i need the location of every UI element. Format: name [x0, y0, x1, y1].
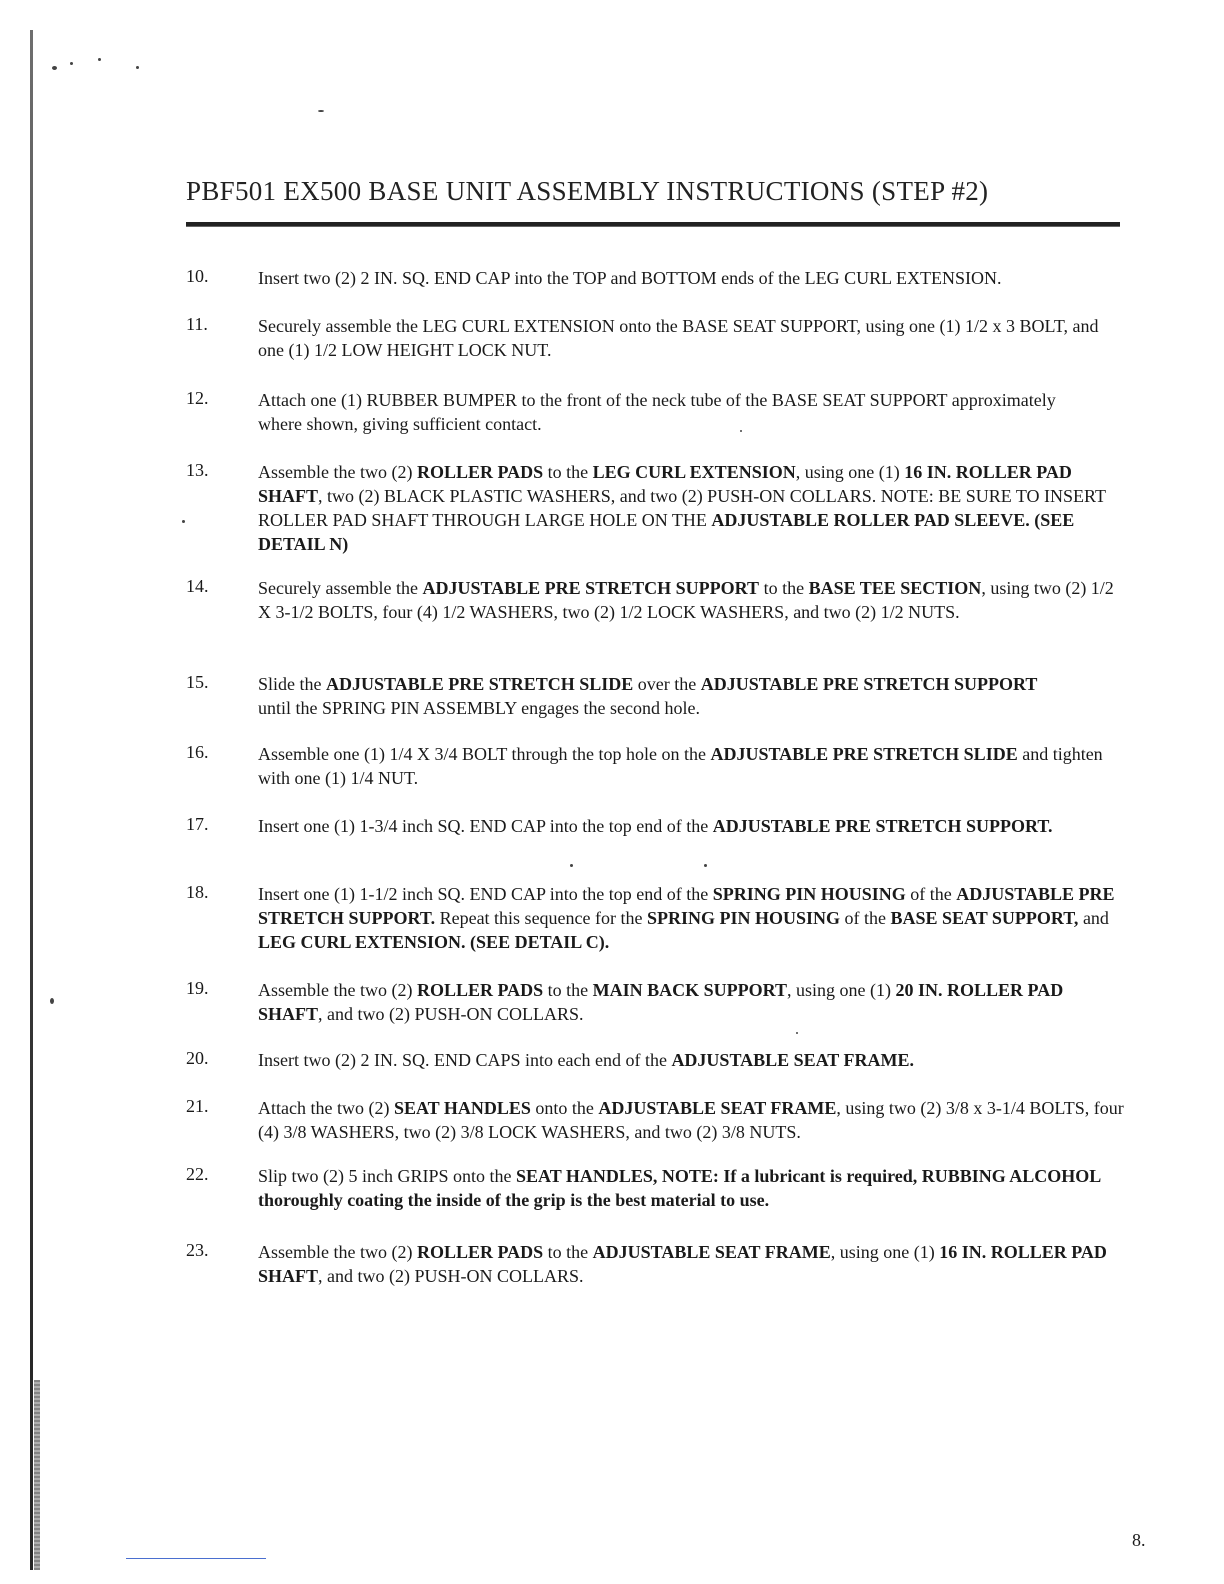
step-text-part: Attach the two (2)	[258, 1098, 394, 1118]
step-text-part: Repeat this sequence for the	[435, 908, 647, 928]
step-text-bold-part: ADJUSTABLE PRE STRETCH SUPPORT.	[712, 816, 1053, 836]
step-number: 10.	[186, 266, 209, 286]
step-text	[258, 576, 1128, 624]
step-number: 18.	[186, 882, 209, 902]
step-text-part: and tighten with one (1) 1/4 NUT.	[258, 744, 1103, 788]
step-number: 19.	[186, 978, 209, 998]
step-text	[258, 1240, 1128, 1288]
step-text-part: and	[1078, 908, 1109, 928]
step-text-part: to the	[543, 1242, 593, 1262]
step-number: 14.	[186, 576, 209, 596]
step-text-part: Assemble the two (2)	[258, 1242, 417, 1262]
step-text	[258, 882, 1128, 954]
scan-edge-noise	[34, 1380, 40, 1570]
scan-speck	[796, 1032, 798, 1034]
step-text	[258, 460, 1128, 556]
step-text-part: Securely assemble the LEG CURL EXTENSION onto the BASE SEAT SUPPORT, using one (1) 1/2 x 3 BOLT, and one (1) 1/2 LOW HEIGHT LOCK NUT.	[258, 316, 1099, 360]
step-text-bold-part: ADJUSTABLE PRE STRETCH SLIDE	[710, 744, 1018, 764]
scan-speck	[52, 66, 57, 70]
step-text-bold-part: ADJUSTABLE PRE STRETCH SUPPORT	[700, 674, 1038, 694]
step-text-part: Insert two (2) 2 IN. SQ. END CAPS into each end of the	[258, 1050, 672, 1070]
step-text-part: Securely assemble the	[258, 578, 423, 598]
step-text-bold-part: BASE SEAT SUPPORT,	[890, 908, 1079, 928]
step-number: 22.	[186, 1164, 209, 1184]
step-text-part: , using two (2) 1/2 X 3-1/2 BOLTS, four (4) 1/2 WASHERS, two (2) 1/2 LOCK WASHERS, and two (2) 1/2 NUTS.	[258, 578, 1114, 622]
step-text-bold-part: SPRING PIN HOUSING	[712, 884, 906, 904]
step-text-bold-part: 20 IN. ROLLER PAD SHAFT	[258, 980, 1064, 1024]
step-text-part: of the	[840, 908, 891, 928]
step-text	[258, 314, 1128, 362]
step-text-bold-part: MAIN BACK SUPPORT	[592, 980, 788, 1000]
step-number: 13.	[186, 460, 209, 480]
step-number: 15.	[186, 672, 209, 692]
step-text	[258, 814, 1068, 838]
step-text	[258, 742, 1128, 790]
step-number: 12.	[186, 388, 209, 408]
step-text	[258, 388, 1068, 436]
step-text-bold-part: ADJUSTABLE SEAT FRAME	[598, 1098, 837, 1118]
scan-speck	[136, 66, 139, 69]
step-text-bold-part: ADJUSTABLE SEAT FRAME	[592, 1242, 831, 1262]
step-text-bold-part: SEAT HANDLES	[393, 1098, 531, 1118]
step-text-bold-part: BASE TEE SECTION	[808, 578, 982, 598]
step-text-part: to the	[543, 980, 593, 1000]
scan-speck	[570, 864, 573, 867]
step-text-part: Insert two (2) 2 IN. SQ. END CAP into the TOP and BOTTOM ends of the LEG CURL EXTENSION.	[258, 268, 1002, 288]
step-text-part: , using two (2) 3/8 x 3-1/4 BOLTS, four (4) 3/8 WASHERS, two (2) 3/8 LOCK WASHERS, and two (2) 3/8 NUTS.	[258, 1098, 1124, 1142]
step-number: 20.	[186, 1048, 209, 1068]
step-text-part: to the	[543, 462, 593, 482]
step-text-bold-part: ADJUSTABLE SEAT FRAME.	[671, 1050, 914, 1070]
step-text-part: Attach one (1) RUBBER BUMPER to the front of the neck tube of the BASE SEAT SUPPORT approximately where shown, giving sufficient contact.	[258, 390, 1056, 434]
step-text	[258, 266, 1138, 290]
step-number: 17.	[186, 814, 209, 834]
step-text-part: , two (2) BLACK PLASTIC WASHERS, and two (2) PUSH-ON COLLARS. NOTE: BE SURE TO INSERT ROLLER PAD SHAFT THROUGH LARGE HOLE ON THE	[258, 486, 1106, 530]
step-text	[258, 1096, 1128, 1144]
step-text-part: of the	[905, 884, 957, 904]
step-text	[258, 1048, 1128, 1072]
step-text-part: Slide the	[258, 674, 326, 694]
step-text	[258, 672, 1058, 720]
step-text-bold-part: SPRING PIN HOUSING	[647, 908, 841, 928]
step-text-part: , and two (2) PUSH-ON COLLARS.	[318, 1266, 584, 1286]
step-text-part: to the	[759, 578, 809, 598]
step-text-bold-part: SEAT HANDLES, NOTE: If a lubricant is required, RUBBING ALCOHOL thoroughly coating the inside of the grip is the best material to use.	[258, 1166, 1101, 1210]
step-text-bold-part: 16 IN. ROLLER PAD SHAFT	[258, 1242, 1107, 1286]
step-text-bold-part: ROLLER PADS	[416, 462, 544, 482]
title-underline	[186, 222, 1120, 227]
step-text-bold-part: ROLLER PADS	[416, 980, 544, 1000]
scan-speck	[704, 864, 707, 867]
step-text-part: Insert one (1) 1-1/2 inch SQ. END CAP into the top end of the	[258, 884, 713, 904]
step-text-bold-part: 16 IN. ROLLER PAD SHAFT	[258, 462, 1072, 506]
step-text-part: Slip two (2) 5 inch GRIPS onto the	[258, 1166, 517, 1186]
page-number: 8.	[1132, 1530, 1146, 1550]
step-number: 21.	[186, 1096, 209, 1116]
step-text-part: Assemble the two (2)	[258, 462, 417, 482]
footer-rule	[126, 1558, 266, 1559]
scan-speck	[70, 62, 73, 65]
step-text-part: Assemble one (1) 1/4 X 3/4 BOLT through the top hole on the	[258, 744, 711, 764]
step-text-part: over the	[633, 674, 701, 694]
scan-speck	[318, 110, 324, 112]
scan-speck	[50, 998, 54, 1004]
step-text-bold-part: ADJUSTABLE PRE STRETCH SUPPORT.	[258, 884, 1115, 928]
scan-speck	[182, 520, 185, 523]
step-number: 11.	[186, 314, 208, 334]
step-text	[258, 1164, 1128, 1212]
step-text	[258, 978, 1128, 1026]
step-text-bold-part: ROLLER PADS	[416, 1242, 544, 1262]
step-text-part: until the SPRING PIN ASSEMBLY engages the second hole.	[258, 698, 701, 718]
step-text-part: , and two (2) PUSH-ON COLLARS.	[318, 1004, 584, 1024]
step-text-part: Assemble the two (2)	[258, 980, 417, 1000]
step-text-part: onto the	[530, 1098, 599, 1118]
scan-speck	[98, 58, 101, 61]
scan-left-edge	[30, 30, 33, 1570]
step-text-bold-part: ADJUSTABLE ROLLER PAD SLEEVE. (SEE DETAIL N)	[258, 510, 1075, 554]
step-text-part: Insert one (1) 1-3/4 inch SQ. END CAP into the top end of the	[258, 816, 713, 836]
step-text-bold-part: ADJUSTABLE PRE STRETCH SLIDE	[326, 674, 634, 694]
step-text-bold-part: ADJUSTABLE PRE STRETCH SUPPORT	[422, 578, 760, 598]
step-text-part: , using one (1)	[795, 462, 905, 482]
step-text-bold-part: LEG CURL EXTENSION. (SEE DETAIL C).	[258, 932, 610, 952]
document-title: PBF501 EX500 BASE UNIT ASSEMBLY INSTRUCTIONS (STEP #2)	[186, 176, 989, 206]
step-text-part: , using one (1)	[830, 1242, 940, 1262]
step-text-part: , using one (1)	[787, 980, 896, 1000]
step-text-bold-part: LEG CURL EXTENSION	[592, 462, 796, 482]
step-number: 16.	[186, 742, 209, 762]
step-number: 23.	[186, 1240, 209, 1260]
